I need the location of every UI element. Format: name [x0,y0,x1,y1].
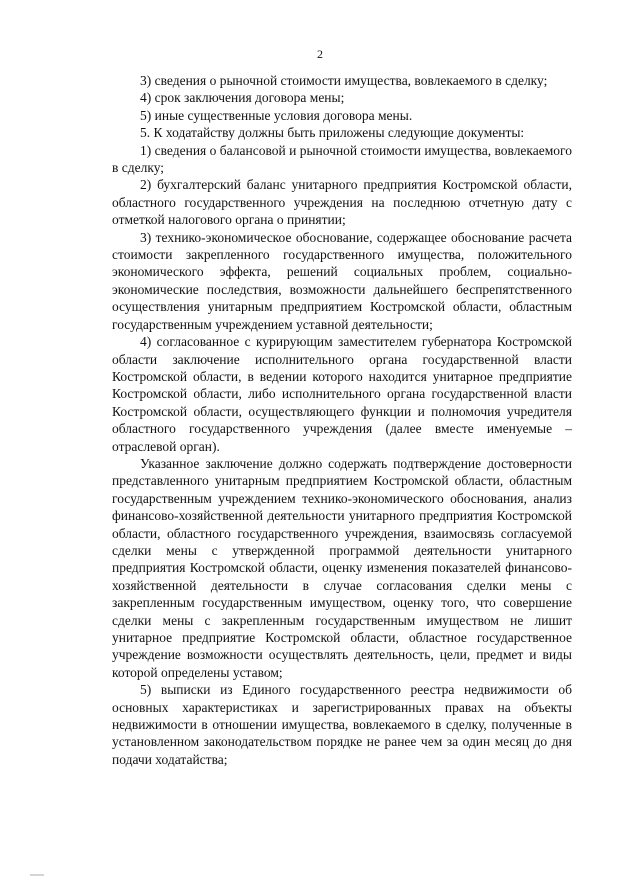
paragraph: 2) бухгалтерский баланс унитарного предприятия Костромской области, областного государственного учреждения на последнюю отчетную дату с отметкой налогового органа о принятии; [112,177,572,228]
paragraph: 1) сведения о балансовой и рыночной стоимости имущества, вовлекаемого в сделку; [112,142,572,176]
paragraph: Указанное заключение должно содержать подтверждение достоверности представленного унитарным предприятием Костромской области, областным государственным учреждением технико-экономического обоснования, анализ финансово-хозяйственной деятельности унитарного предприятия Костромской области, областного государственного учреждения, взаимосвязь согласуемой сделки мены с утвержденной программой деятельности унитарного предприятия Костромской области, оценку изменения показателей финансово-хозяйственной деятельности в случае согласования сделки мены с закрепленным государственным имуществом, оценку того, что совершение сделки мены с закрепленным государственным имуществом не лишит унитарное предприятие Костромской области, областное государственное учреждение возможности осуществлять деятельность, цели, предмет и виды которой определены уставом; [112,455,572,680]
paragraph: 5) иные существенные условия договора мены. [140,107,413,123]
page-number: 2 [317,47,323,61]
scan-mark [30,874,44,876]
paragraph: 4) согласованное с курирующим заместителем губернатора Костромской области заключение исполнительного органа государственной власти Костромской области, в ведении которого находится унитарное предприятие Костромской области, либо исполнительного органа государственной власти Костромской области, осуществляющего функции и полномочия учредителя областного государственного учреждения (далее вместе именуемые – отраслевой орган). [112,334,572,454]
document-body [112,72,572,768]
paragraph: 5. К ходатайству должны быть приложены следующие документы: [140,125,525,141]
paragraph: 4) срок заключения договора мены; [140,90,345,106]
paragraph: 3) технико-экономическое обоснование, содержащее обоснование расчета стоимости закрепленного государственного имущества, положительного экономического эффекта, решений социальных проблем, социально-экономические последствия, возможности дальнейшего беспрепятственного осуществления унитарным предприятием Костромской области, областным государственным учреждением уставной деятельности; [112,229,572,332]
paragraph: 3) сведения о рыночной стоимости имущества, вовлекаемого в сделку; [140,73,548,88]
paragraph: 5) выписки из Единого государственного реестра недвижимости об основных характеристиках и зарегистрированных правах на объекты недвижимости в отношении имущества, вовлекаемого в сделку, полученные в установленном законодательством порядке не ранее чем за один месяц до дня подачи ходатайства; [112,682,572,767]
